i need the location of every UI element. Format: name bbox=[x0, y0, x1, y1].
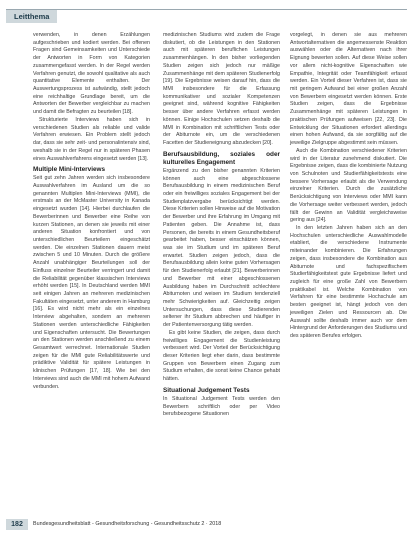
section-heading: Multiple Mini-Interviews bbox=[33, 166, 106, 174]
section-label: Leitthema bbox=[6, 10, 57, 23]
paragraph: In Situational Judgement Tests werden den Bewerbern schriftlich oder per Video berufsbezogene Situationen bbox=[163, 395, 280, 418]
paragraph: verwenden, in denen Erzählungen aufgeschrieben und kodiert werden. Bei offenen Fragen sind Gemeinsamkeiten und Unterschiede der Antworten in Form von Kategorien zusammengefasst werden. In der Regel werden Verfahren genutzt, die sowohl qualitative als auch quantitative Elemente enthalten. Der Auswertungsprozess ist aufwändig, stellt jedoch eine reichhaltige Grundlage bereit, um die Antworten der Bewerber vergleichbar zu machen und damit die Befragten zu beurteilen [18]. bbox=[33, 32, 150, 116]
paragraph: Seit gut zehn Jahren werden sich insbesondere Auswahlverfahren im Ausland um die so genannten Multiplen Mini-Interviews (MMI), die erstmals an der McMaster University in Kanada eingesetzt wurden [14]. Hierbei durchlaufen die Bewerberinnen und Bewerber eine Reihe von kurzen Stationen, an denen sie jeweils mit einer anderen Situation konfrontiert und von unterschiedlichen Beurteilern eingeschätzt werden. Die einzelnen Stationen dauern meist zwischen 5 und 10 Minuten. Durch die größere Anzahl unabhängiger Beurteilungen soll der Einfluss einzelner Beurteiler verringert und damit die Reliabilität gegenüber klassischen Interviews erhöht werden [15]. In Deutschland werden MMI seit einigen Jahren an mehreren medizinischen Fakultäten eingesetzt, unter anderem in Hamburg [16]. Es wird nicht mehr als ein einzelnes Interview abgehalten, sondern an mehreren Stationen werden unterschiedliche Fähigkeiten und Eigenschaften untersucht. Die Bewertungen an den Stationen werden anschließend zu einem Gesamtwert verrechnet. Internationale Studien zeigen für die MMI gute Reliabilitätswerte und prädiktive Validität für spätere Leistungen in klinischen Prüfungen [17, 18]. Wie bei den Interviews sind auch die MMI mit hohem Aufwand verbunden. bbox=[33, 175, 150, 390]
paragraph: Strukturierte Interviews haben sich in verschiedenen Studien als reliable und valide Verfahren erwiesen. Ein Problem stellt jedoch dar, dass sie sehr zeit- und personalintensiv sind, weshalb sie in der Regel nur in späteren Phasen eines Auswahlverfahrens eingesetzt werden [13]. bbox=[33, 116, 150, 162]
paragraph: In den letzten Jahren haben sich an den Hochschulen unterschiedliche Auswahlmodelle etabliert, die verschiedene Instrumente miteinander kombinieren. Die Erfahrungen zeigen, dass insbesondere die Kombination aus Abiturnote und fachspezifischem Studierfähigkeitstest gute Ergebnisse liefert und zugleich für eine große Zahl von Bewerbern praktikabel ist. Welche Kombination von Verfahren für eine bestimmte Hochschule am besten geeignet ist, hängt jedoch von den jeweiligen Zielen und Ressourcen ab. Die Auswahl sollte deshalb immer auch vor dem Hintergrund der Anforderungen des Studiums und des späteren Berufes erfolgen. bbox=[290, 224, 407, 340]
paragraph: Auch die Kombination verschiedener Kriterien wird in der Literatur zunehmend diskutiert. Die Ergebnisse zeigen, dass die kombinierte Nutzung von Schulnoten und Studierfähigkeitstests eine bessere Vorhersage erlaubt als die Verwendung einzelner Kriterien. Durch die zusätzliche Berücksichtigung von Interviews oder MMI kann die Vorhersage weiter verbessert werden, jedoch fällt der Gewinn an Validität vergleichsweise gering aus [24]. bbox=[290, 147, 407, 224]
section-heading: Berufsausbildung, soziales oder kulturelles Engagement bbox=[163, 150, 280, 166]
text-column-3 bbox=[290, 32, 407, 341]
paragraph: Es gibt keine Studien, die zeigen, dass durch freiwilliges Engagement die Studienleistung verbessert wird. Der Vorteil der Berücksichtigung dieser Kriterien liegt eher darin, dass bestimmte Gruppen von Bewerbern einen Zugang zum Studium erhalten, die sonst keine Chance gehabt hätten. bbox=[163, 329, 280, 383]
paragraph: medizinischen Studiums wird zudem die Frage diskutiert, ob die Leistungen in den Stationen auch mit späteren beruflichen Leistungen zusammenhängen. In den bisher vorliegenden Studien zeigen sich jedoch nur mäßige Zusammenhänge mit dem späteren Studienerfolg [19]. Die Ergebnisse weisen darauf hin, dass die MMI insbesondere für die Erfassung kommunikativer und sozialer Kompetenzen geeignet sind, während kognitive Fähigkeiten besser über andere Verfahren erfasst werden können. Einige Hochschulen setzen deshalb die MMI in Kombination mit schriftlichen Tests oder der Abiturnote ein, um die verschiedenen Facetten der Studieneignung abzudecken [20]. bbox=[163, 32, 280, 147]
header-rule bbox=[6, 9, 407, 24]
paragraph: Ergänzend zu den bisher genannten Kriterien können auch eine abgeschlossene Berufsausbildung in einem medizinischen Beruf oder ein freiwilliges soziales Engagement bei der Studienplatzvergabe berücksichtigt werden. Diese Kriterien sollen Hinweise auf die Motivation der Bewerber und ihre Erfahrung im Umgang mit Patienten geben. Die Annahme ist, dass Personen, die bereits in einem Gesundheitsberuf gearbeitet haben, besser einschätzen können, was sie im Studium und im späteren Beruf erwartet. Studien zeigen jedoch, dass die Berufsausbildung allein keine guten Vorhersagen für den Studienerfolg erlaubt [21]. Bewerberinnen und Bewerber mit einer abgeschlossenen Ausbildung haben im Durchschnitt schlechtere Abiturnoten und weisen im Studium tendenziell mehr Schwierigkeiten auf. Gleichzeitig zeigen Untersuchungen, dass diese Studierenden seltener ihr Studium abbrechen und häufiger in der Patientenversorgung tätig werden. bbox=[163, 167, 280, 329]
page-footer bbox=[6, 519, 407, 530]
section-heading: Situational Judgement Tests bbox=[163, 386, 250, 394]
page-number: 182 bbox=[6, 519, 28, 530]
text-column-1 bbox=[33, 32, 150, 391]
journal-citation: Bundesgesundheitsblatt - Gesundheitsforschung - Gesundheitsschutz 2 · 2018 bbox=[33, 521, 222, 527]
text-column-2 bbox=[163, 32, 280, 419]
paragraph: vorgelegt, in denen sie aus mehreren Antwortalternativen die angemessenste Reaktion auswählen oder die Alternativen nach ihrer Eignung bewerten sollen. Auf diese Weise sollen vor allem nicht-kognitive Eigenschaften wie Empathie, Integrität oder Teamfähigkeit erfasst werden. Ein Vorteil dieser Verfahren ist, dass sie mit geringem Aufwand bei einer großen Anzahl von Bewerbern eingesetzt werden können. Erste Studien zeigen, dass die Ergebnisse Zusammenhänge mit späteren Leistungen in praktischen Prüfungen aufweisen [22, 23]. Die Entwicklung der Situationen erfordert allerdings einen hohen Aufwand, da sie sorgfältig auf die jeweilige Zielgruppe abgestimmt sein müssen. bbox=[290, 32, 407, 147]
